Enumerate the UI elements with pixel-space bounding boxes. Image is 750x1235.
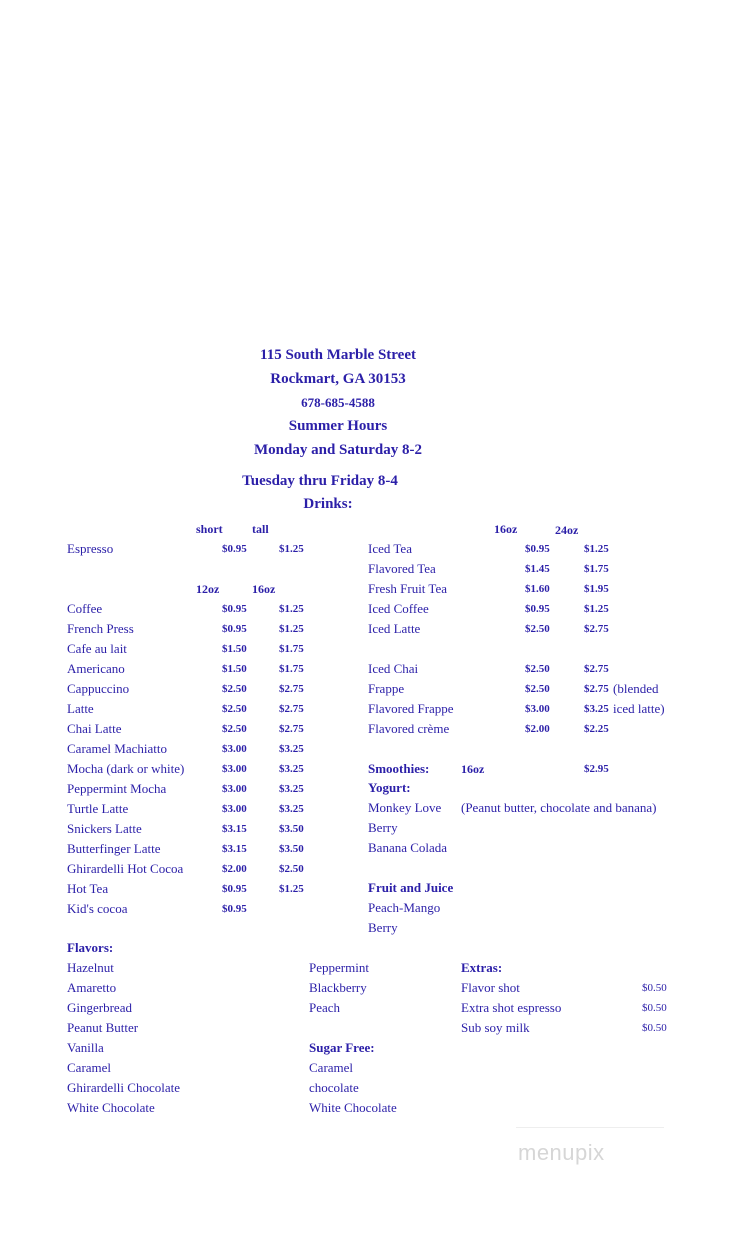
monkey-love-description: (Peanut butter, chocolate and banana) [461, 800, 657, 815]
menu-item-name: Flavored crème [368, 721, 450, 736]
menu-item-price: $3.25 [584, 703, 609, 715]
menu-item-name: Cafe au lait [67, 641, 127, 656]
menu-item-price: $2.50 [222, 683, 247, 695]
menu-item-price: $2.00 [222, 863, 247, 875]
menu-item-price: $2.50 [279, 863, 304, 875]
fruit-juice-label: Fruit and Juice [368, 880, 454, 895]
menu-item-price: $2.50 [525, 683, 550, 695]
menu-item-price: $0.95 [222, 903, 247, 915]
menu-item-price: $3.25 [279, 763, 304, 775]
menu-item-name: Americano [67, 661, 125, 676]
address: 115 South Marble Street [260, 347, 416, 363]
menu-item-price: $1.60 [525, 583, 550, 595]
menu-item-price: $3.00 [222, 783, 247, 795]
drinks-heading: Drinks: [303, 496, 353, 512]
smoothies-size: 16oz [461, 762, 485, 776]
flavor-item: Peach [309, 1000, 341, 1015]
menu-item-price: $0.95 [222, 603, 247, 615]
menu-item-price: $2.75 [584, 623, 609, 635]
menu-item-price: $1.25 [584, 543, 609, 555]
menu-item-name: French Press [67, 621, 134, 636]
menu-item-price: $1.25 [279, 623, 304, 635]
menu-item-name: Butterfinger Latte [67, 841, 161, 856]
sugar-free-item: White Chocolate [309, 1100, 397, 1115]
season: Summer Hours [288, 418, 388, 434]
price-short: $0.95 [222, 543, 247, 555]
sugar-free-item: chocolate [309, 1080, 359, 1095]
menu-item-name: Coffee [67, 601, 103, 616]
menu-item-price: $1.75 [584, 563, 609, 575]
menu-item-price: $3.00 [222, 743, 247, 755]
menu-item-price: $0.95 [525, 543, 550, 555]
flavor-item: Blackberry [309, 980, 367, 995]
flavor-item: Hazelnut [67, 960, 114, 975]
size-16oz-cold: 16oz [494, 522, 518, 536]
menu-item-price: $2.50 [222, 703, 247, 715]
menu-item-price: $2.00 [525, 723, 550, 735]
menu-item-name: Iced Chai [368, 661, 419, 676]
sugar-free-label: Sugar Free: [309, 1040, 375, 1055]
menu-item-price: $0.95 [222, 883, 247, 895]
menu-item-price: $3.15 [222, 823, 247, 835]
extra-item-price: $0.50 [642, 1022, 667, 1034]
menu-item-price: $1.50 [222, 663, 247, 675]
menu-item-price: $2.75 [279, 703, 304, 715]
flavor-item: Vanilla [67, 1040, 104, 1055]
menu-item-price: $2.75 [279, 683, 304, 695]
list-item: Berry [368, 920, 398, 935]
menu-item-name: Mocha (dark or white) [67, 761, 185, 776]
menu-item-price: $1.50 [222, 643, 247, 655]
menu-item-price: $1.25 [279, 603, 304, 615]
city: Rockmart, GA 30153 [270, 371, 406, 387]
menu-item-name: Frappe [368, 681, 405, 696]
frappe-note-1: (blended [613, 681, 659, 696]
menu-item-name: Flavored Tea [368, 561, 436, 576]
menu-item-price: $3.25 [279, 743, 304, 755]
menu-item-price: $2.75 [279, 723, 304, 735]
menu-item-name: Fresh Fruit Tea [368, 581, 448, 596]
yogurt-label: Yogurt: [368, 780, 411, 795]
menu-item-price: $3.00 [525, 703, 550, 715]
flavors-label: Flavors: [67, 940, 114, 955]
list-item: Berry [368, 820, 398, 835]
menu-item-price: $1.95 [584, 583, 609, 595]
extra-item-name: Sub soy milk [461, 1020, 530, 1035]
menu-item-price: $3.25 [279, 803, 304, 815]
flavor-item: Caramel [67, 1060, 112, 1075]
extra-item-name: Flavor shot [461, 980, 520, 995]
menu-item-name: Peppermint Mocha [67, 781, 167, 796]
menu-item-price: $3.50 [279, 823, 304, 835]
smoothies-price: $2.95 [584, 763, 609, 775]
menu-item-price: $0.95 [525, 603, 550, 615]
flavor-item: Amaretto [67, 980, 117, 995]
menu-item-price: $1.25 [584, 603, 609, 615]
menu-item-price: $3.00 [222, 803, 247, 815]
frappe-note-2: iced latte) [613, 701, 665, 716]
list-item: Monkey Love [368, 800, 442, 815]
menu-item-price: $1.25 [279, 883, 304, 895]
phone: 678-685-4588 [301, 395, 375, 410]
extras-label: Extras: [461, 960, 503, 975]
menu-item-name: Turtle Latte [67, 801, 129, 816]
list-item: Banana Colada [368, 840, 448, 855]
menu-item-price: $3.25 [279, 783, 304, 795]
watermark-logo: menupix [518, 1140, 605, 1165]
menu-item-name: Kid's cocoa [67, 901, 128, 916]
menu-item-name: Hot Tea [67, 881, 109, 896]
menu-item-price: $3.15 [222, 843, 247, 855]
menu-item-price: $3.00 [222, 763, 247, 775]
menu-item-price: $2.50 [525, 663, 550, 675]
menu-item-price: $2.75 [584, 683, 609, 695]
menu-item-name: Latte [67, 701, 94, 716]
menu-item-name: Iced Latte [368, 621, 421, 636]
extra-item-name: Extra shot espresso [461, 1000, 562, 1015]
menu-item-name: Snickers Latte [67, 821, 142, 836]
size-short: short [196, 522, 223, 536]
flavor-item: Ghirardelli Chocolate [67, 1080, 180, 1095]
extra-item-price: $0.50 [642, 1002, 667, 1014]
size-24oz: 24oz [555, 523, 579, 537]
menu-item-price: $2.25 [584, 723, 609, 735]
watermark-line [516, 1127, 664, 1128]
price-tall: $1.25 [279, 543, 304, 555]
smoothies-label: Smoothies: [368, 761, 430, 776]
menu-item-name: Cappuccino [67, 681, 130, 696]
flavor-item: Peppermint [309, 960, 369, 975]
flavor-item: Gingerbread [67, 1000, 132, 1015]
menu-item-name: Iced Coffee [368, 601, 429, 616]
menu-item-price: $2.50 [525, 623, 550, 635]
size-12oz: 12oz [196, 582, 220, 596]
menu-item-price: $2.75 [584, 663, 609, 675]
extra-item-price: $0.50 [642, 982, 667, 994]
menu-item-price: $1.75 [279, 643, 304, 655]
menu-item-name: Caramel Machiatto [67, 741, 167, 756]
flavor-item: White Chocolate [67, 1100, 155, 1115]
menu-item-name: Flavored Frappe [368, 701, 454, 716]
list-item: Peach-Mango [368, 900, 441, 915]
item-espresso: Espresso [67, 541, 114, 556]
menu-item-price: $2.50 [222, 723, 247, 735]
menu-item-name: Ghirardelli Hot Cocoa [67, 861, 184, 876]
menu-item-price: $3.50 [279, 843, 304, 855]
menu-item-price: $1.75 [279, 663, 304, 675]
menu-item-price: $0.95 [222, 623, 247, 635]
size-16oz: 16oz [252, 582, 276, 596]
menu-item-name: Iced Tea [368, 541, 412, 556]
menu-item-price: $1.45 [525, 563, 550, 575]
menu-item-name: Chai Latte [67, 721, 122, 736]
hours-tue-fri: Tuesday thru Friday 8-4 [242, 473, 398, 489]
flavor-item: Peanut Butter [67, 1020, 139, 1035]
hours-mon-sat: Monday and Saturday 8-2 [254, 442, 422, 458]
sugar-free-item: Caramel [309, 1060, 354, 1075]
size-tall: tall [252, 522, 269, 536]
